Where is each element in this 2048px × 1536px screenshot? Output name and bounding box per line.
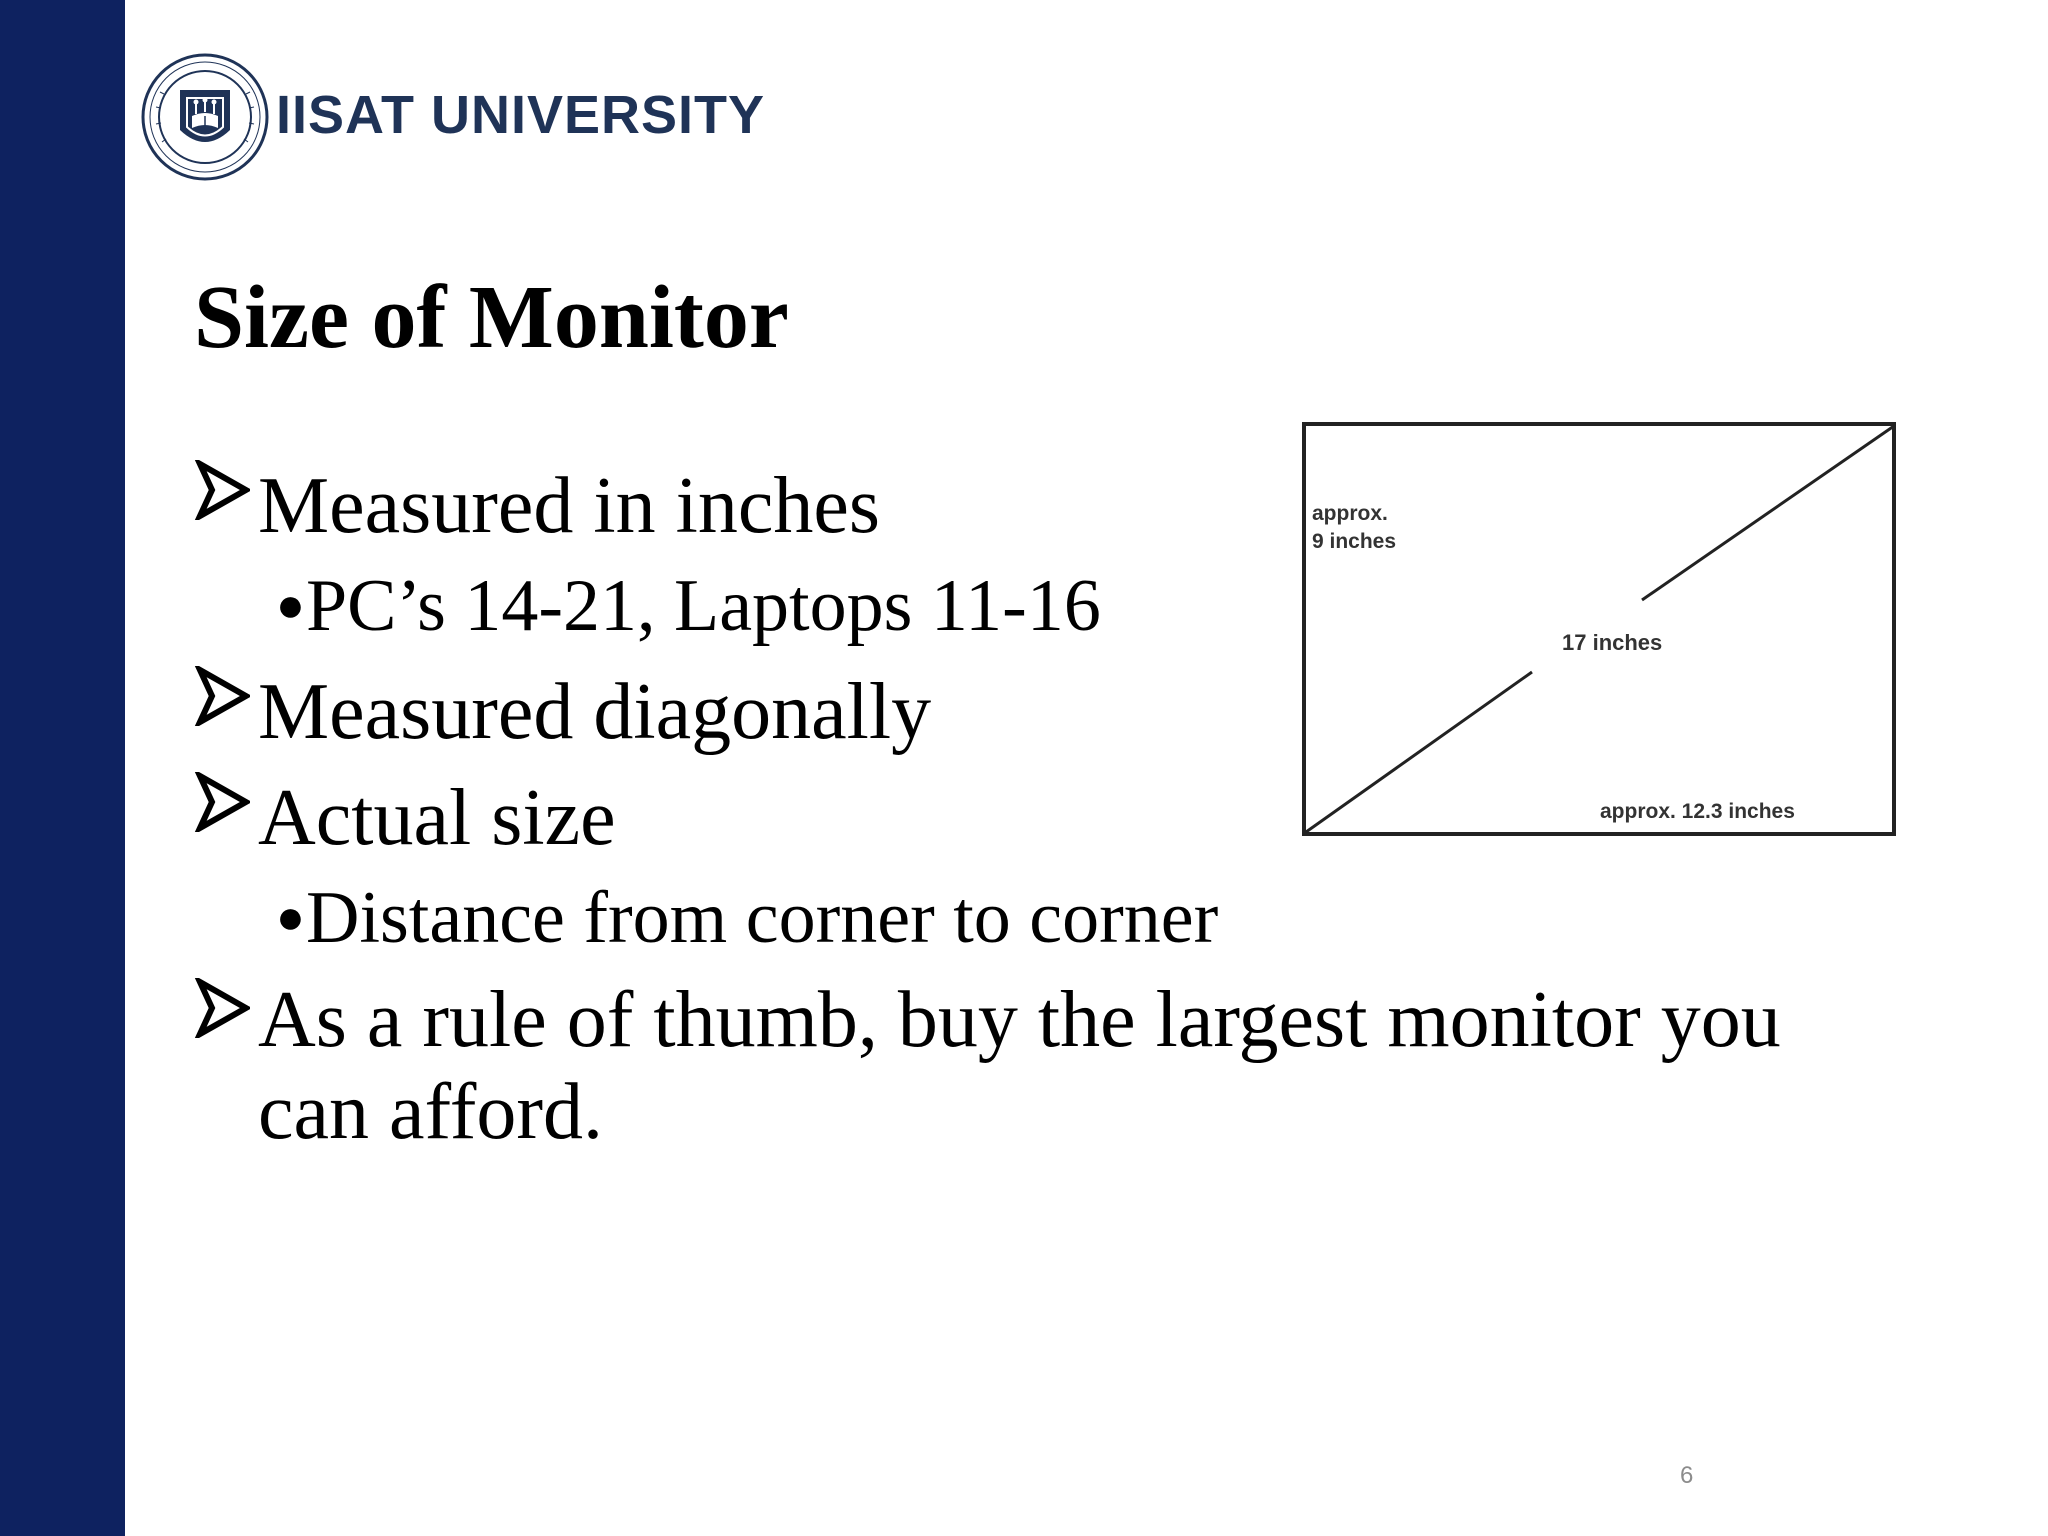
dot-bullet-icon: ● [276,891,305,944]
monitor-size-diagram [1302,422,1897,838]
diagonal-label: 17 inches [1562,630,1663,655]
arrow-bullet-icon [194,772,250,832]
seal-logo-icon [140,52,270,182]
slide-title: Size of Monitor [194,268,789,367]
bullet-text: Actual size [258,774,616,862]
width-label: approx. 12.3 inches [1600,800,1795,823]
arrow-bullet-icon [194,978,250,1038]
brand-name: IISAT UNIVERSITY [276,85,766,145]
bullet-text: Distance from corner to corner [306,877,1219,959]
page-number: 6 [1680,1462,1694,1489]
arrow-bullet-icon [194,460,250,520]
arrow-bullet-icon [194,666,250,726]
bullet-text: Measured diagonally [258,668,932,756]
university-logo [140,52,765,182]
bullet-text: PC’s 14-21, Laptops 11-16 [306,565,1101,647]
height-label: 9 inches [1312,530,1397,553]
bullet-text: As a rule of thumb, buy the largest monitor you can afford. [258,976,1781,1156]
height-label: approx. [1312,502,1388,525]
bullet-text: Measured in inches [258,462,881,550]
list-item [194,868,1854,968]
sidebar-band [0,0,125,1536]
list-item [194,974,1798,1158]
dot-bullet-icon: ● [276,579,305,632]
